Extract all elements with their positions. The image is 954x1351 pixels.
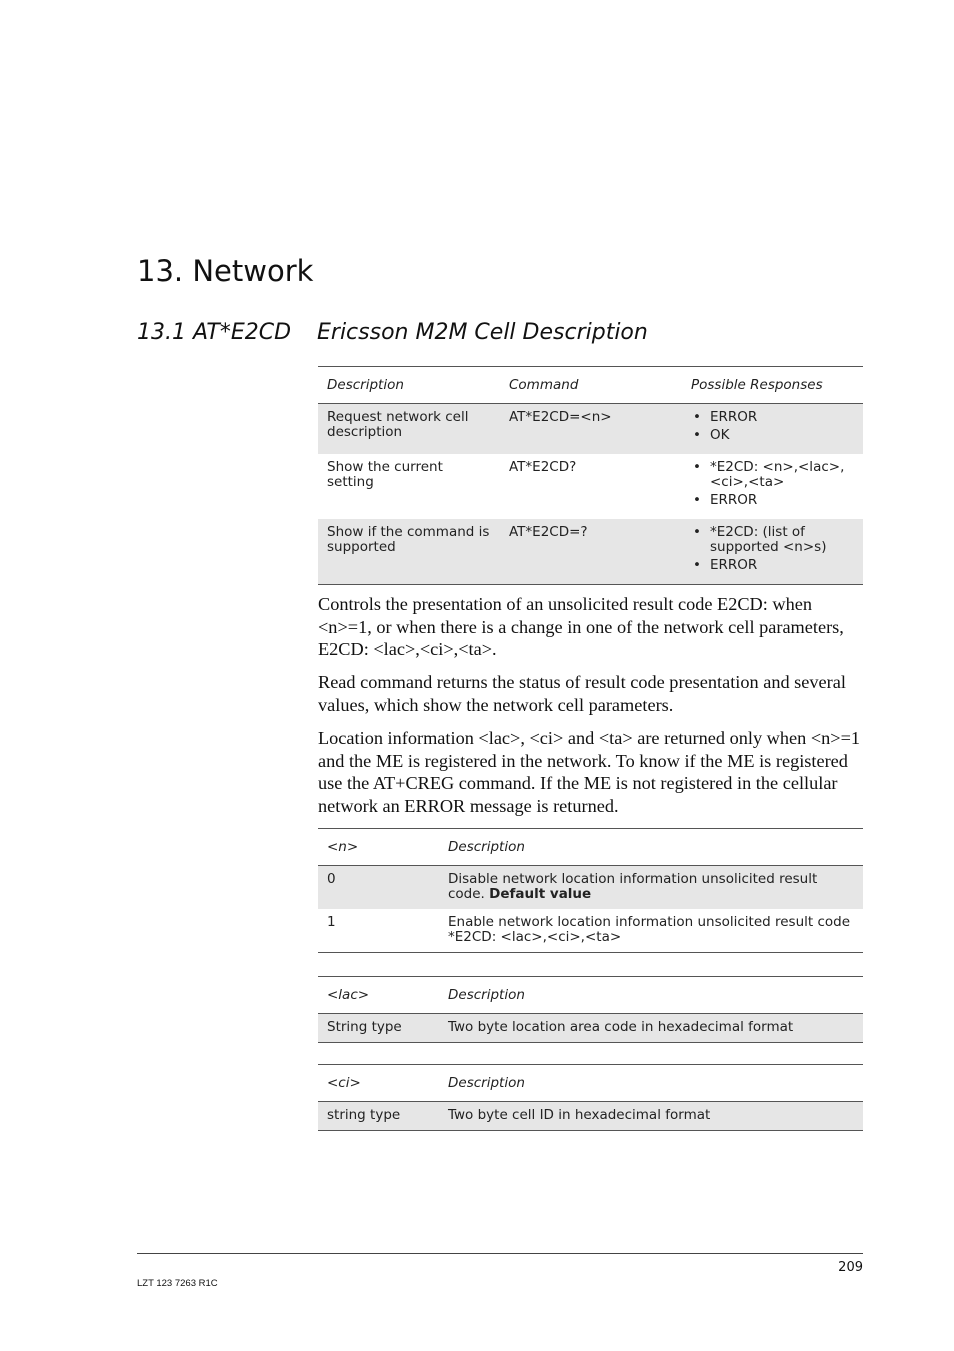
- param-value: 0: [318, 866, 439, 910]
- table-row: [318, 866, 863, 910]
- column-header-ci: <ci>: [318, 1065, 439, 1102]
- ci-parameter-table: [318, 1064, 863, 1131]
- row-command: AT*E2CD=<n>: [500, 404, 682, 455]
- column-header-description: Description: [439, 977, 863, 1014]
- chapter-title: 13. Network: [137, 254, 314, 288]
- row-command: AT*E2CD=?: [500, 519, 682, 585]
- footer-divider: [137, 1253, 863, 1254]
- row-responses: [682, 404, 863, 455]
- param-description: Two byte location area code in hexadecimal format: [439, 1014, 863, 1043]
- param-value: 1: [318, 909, 439, 953]
- column-header-responses: Possible Responses: [682, 367, 863, 404]
- column-header-description: Description: [439, 1065, 863, 1102]
- param-value: String type: [318, 1014, 439, 1043]
- table-row: [318, 519, 863, 585]
- table-header-row: [318, 977, 863, 1014]
- row-description: Request network cell description: [318, 404, 500, 455]
- param-value: string type: [318, 1102, 439, 1131]
- row-responses: [682, 454, 863, 519]
- n-parameter-table: [318, 828, 863, 953]
- row-description: Show the current setting: [327, 459, 443, 490]
- page-number: 209: [838, 1260, 863, 1275]
- default-value-label: Default value: [489, 886, 592, 902]
- row-description: Show if the command is supported: [318, 519, 500, 585]
- column-header-command: Command: [500, 367, 682, 404]
- table-row: [318, 1102, 863, 1131]
- param-description: Enable network location information unsolicited result code *E2CD: <lac>,<ci>,<ta>: [439, 909, 863, 953]
- table-row: [318, 1014, 863, 1043]
- param-description: [439, 866, 863, 910]
- document-id: LZT 123 7263 R1C: [137, 1278, 218, 1289]
- table-row: [318, 454, 863, 519]
- column-header-lac: <lac>: [318, 977, 439, 1014]
- description-text: Disable network location information unsolicited result code.: [448, 871, 818, 902]
- table-header-row: [318, 1065, 863, 1102]
- column-header-n: <n>: [318, 829, 439, 866]
- row-responses: [682, 519, 863, 585]
- response-item: • ERROR: [691, 493, 854, 508]
- response-item: • ERROR: [691, 410, 854, 425]
- row-command: AT*E2CD?: [509, 459, 577, 475]
- table-row: [318, 404, 863, 455]
- column-header-description: Description: [318, 367, 500, 404]
- body-paragraph: Location information <lac>, <ci> and <ta> are returned only when <n>=1 and the ME is registered in the network. To know if the ME is registered use the AT+CREG command. If the ME is not registered in the cellular network an ERROR message is returned.: [318, 728, 861, 816]
- section-title: Ericsson M2M Cell Description: [317, 320, 648, 345]
- response-item: • *E2CD: (list of supported <n>s): [691, 525, 854, 555]
- lac-parameter-table: [318, 976, 863, 1043]
- command-table: [318, 366, 863, 585]
- response-item: • *E2CD: <n>,<lac>,<ci>,<ta>: [691, 460, 854, 490]
- table-row: [318, 909, 863, 953]
- param-description: Two byte cell ID in hexadecimal format: [439, 1102, 863, 1131]
- table-header-row: [318, 367, 863, 404]
- section-number: 13.1 AT*E2CD: [137, 320, 292, 345]
- response-item: • ERROR: [691, 558, 854, 573]
- column-header-description: Description: [439, 829, 863, 866]
- response-item: • OK: [691, 428, 854, 443]
- body-paragraph: Read command returns the status of result code presentation and several values, which show the network cell parameters.: [318, 672, 846, 715]
- body-paragraph: Controls the presentation of an unsolicited result code E2CD: when <n>=1, or when there is a change in one of the network cell parameters, E2CD: <lac>,<ci>,<ta>.: [318, 594, 844, 659]
- table-header-row: [318, 829, 863, 866]
